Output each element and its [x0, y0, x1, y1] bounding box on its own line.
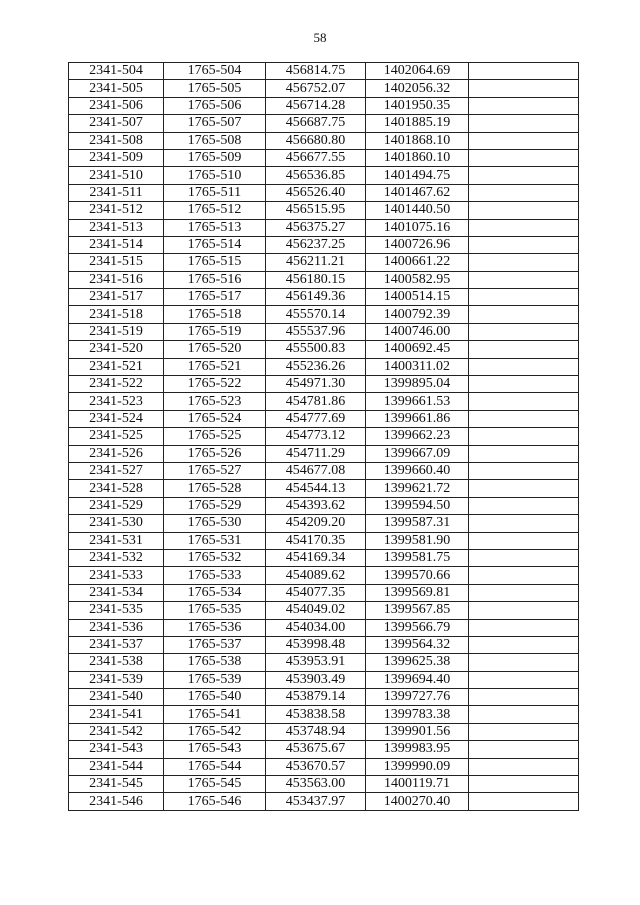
- x-coordinate-cell: 453998.48: [266, 636, 366, 653]
- point-ref-cell: 1765-522: [164, 376, 266, 393]
- point-id-cell: 2341-524: [69, 410, 164, 427]
- point-id-cell: 2341-531: [69, 532, 164, 549]
- empty-cell: [469, 428, 579, 445]
- point-ref-cell: 1765-526: [164, 445, 266, 462]
- point-ref-cell: 1765-506: [164, 97, 266, 114]
- y-coordinate-cell: 1401494.75: [366, 167, 469, 184]
- y-coordinate-cell: 1400582.95: [366, 271, 469, 288]
- point-ref-cell: 1765-509: [164, 149, 266, 166]
- table-row: [69, 497, 579, 514]
- point-ref-cell: 1765-545: [164, 776, 266, 793]
- y-coordinate-cell: 1399581.75: [366, 549, 469, 566]
- point-ref-cell: 1765-511: [164, 184, 266, 201]
- point-ref-cell: 1765-515: [164, 254, 266, 271]
- x-coordinate-cell: 454034.00: [266, 619, 366, 636]
- table-row: [69, 132, 579, 149]
- empty-cell: [469, 323, 579, 340]
- y-coordinate-cell: 1399783.38: [366, 706, 469, 723]
- point-ref-cell: 1765-541: [164, 706, 266, 723]
- point-id-cell: 2341-540: [69, 689, 164, 706]
- x-coordinate-cell: 456536.85: [266, 167, 366, 184]
- y-coordinate-cell: 1399983.95: [366, 741, 469, 758]
- point-id-cell: 2341-506: [69, 97, 164, 114]
- point-id-cell: 2341-518: [69, 306, 164, 323]
- y-coordinate-cell: 1399581.90: [366, 532, 469, 549]
- y-coordinate-cell: 1399727.76: [366, 689, 469, 706]
- table-row: [69, 393, 579, 410]
- x-coordinate-cell: 454209.20: [266, 515, 366, 532]
- empty-cell: [469, 376, 579, 393]
- point-ref-cell: 1765-535: [164, 602, 266, 619]
- point-id-cell: 2341-545: [69, 776, 164, 793]
- point-id-cell: 2341-522: [69, 376, 164, 393]
- table-row: [69, 219, 579, 236]
- y-coordinate-cell: 1399625.38: [366, 654, 469, 671]
- empty-cell: [469, 80, 579, 97]
- y-coordinate-cell: 1399661.86: [366, 410, 469, 427]
- table-row: [69, 428, 579, 445]
- point-id-cell: 2341-525: [69, 428, 164, 445]
- y-coordinate-cell: 1401868.10: [366, 132, 469, 149]
- empty-cell: [469, 393, 579, 410]
- x-coordinate-cell: 453879.14: [266, 689, 366, 706]
- x-coordinate-cell: 456814.75: [266, 63, 366, 80]
- table-row: [69, 515, 579, 532]
- point-ref-cell: 1765-512: [164, 202, 266, 219]
- y-coordinate-cell: 1400311.02: [366, 358, 469, 375]
- y-coordinate-cell: 1399895.04: [366, 376, 469, 393]
- point-id-cell: 2341-515: [69, 254, 164, 271]
- x-coordinate-cell: 453563.00: [266, 776, 366, 793]
- table-row: [69, 80, 579, 97]
- x-coordinate-cell: 454393.62: [266, 497, 366, 514]
- empty-cell: [469, 793, 579, 810]
- y-coordinate-cell: 1402056.32: [366, 80, 469, 97]
- empty-cell: [469, 776, 579, 793]
- point-id-cell: 2341-517: [69, 289, 164, 306]
- table-row: [69, 323, 579, 340]
- point-id-cell: 2341-509: [69, 149, 164, 166]
- point-ref-cell: 1765-513: [164, 219, 266, 236]
- y-coordinate-cell: 1399990.09: [366, 758, 469, 775]
- point-id-cell: 2341-546: [69, 793, 164, 810]
- point-id-cell: 2341-534: [69, 584, 164, 601]
- x-coordinate-cell: 453437.97: [266, 793, 366, 810]
- y-coordinate-cell: 1399661.53: [366, 393, 469, 410]
- x-coordinate-cell: 453838.58: [266, 706, 366, 723]
- empty-cell: [469, 515, 579, 532]
- y-coordinate-cell: 1399660.40: [366, 462, 469, 479]
- empty-cell: [469, 132, 579, 149]
- empty-cell: [469, 497, 579, 514]
- point-id-cell: 2341-538: [69, 654, 164, 671]
- y-coordinate-cell: 1399564.32: [366, 636, 469, 653]
- x-coordinate-cell: 453748.94: [266, 723, 366, 740]
- point-ref-cell: 1765-544: [164, 758, 266, 775]
- empty-cell: [469, 689, 579, 706]
- x-coordinate-cell: 454711.29: [266, 445, 366, 462]
- point-ref-cell: 1765-520: [164, 341, 266, 358]
- point-id-cell: 2341-523: [69, 393, 164, 410]
- point-id-cell: 2341-533: [69, 567, 164, 584]
- point-ref-cell: 1765-524: [164, 410, 266, 427]
- empty-cell: [469, 254, 579, 271]
- x-coordinate-cell: 455537.96: [266, 323, 366, 340]
- empty-cell: [469, 115, 579, 132]
- empty-cell: [469, 149, 579, 166]
- x-coordinate-cell: 454773.12: [266, 428, 366, 445]
- empty-cell: [469, 358, 579, 375]
- y-coordinate-cell: 1399569.81: [366, 584, 469, 601]
- table-row: [69, 410, 579, 427]
- point-id-cell: 2341-504: [69, 63, 164, 80]
- point-ref-cell: 1765-533: [164, 567, 266, 584]
- table-row: [69, 271, 579, 288]
- x-coordinate-cell: 453675.67: [266, 741, 366, 758]
- point-id-cell: 2341-507: [69, 115, 164, 132]
- y-coordinate-cell: 1400792.39: [366, 306, 469, 323]
- point-ref-cell: 1765-519: [164, 323, 266, 340]
- x-coordinate-cell: 456149.36: [266, 289, 366, 306]
- x-coordinate-cell: 454089.62: [266, 567, 366, 584]
- point-id-cell: 2341-527: [69, 462, 164, 479]
- point-id-cell: 2341-537: [69, 636, 164, 653]
- point-id-cell: 2341-519: [69, 323, 164, 340]
- empty-cell: [469, 671, 579, 688]
- point-id-cell: 2341-526: [69, 445, 164, 462]
- table-row: [69, 358, 579, 375]
- empty-cell: [469, 706, 579, 723]
- table-row: [69, 445, 579, 462]
- table-row: [69, 341, 579, 358]
- x-coordinate-cell: 454777.69: [266, 410, 366, 427]
- table-row: [69, 793, 579, 810]
- point-id-cell: 2341-505: [69, 80, 164, 97]
- empty-cell: [469, 97, 579, 114]
- x-coordinate-cell: 455500.83: [266, 341, 366, 358]
- y-coordinate-cell: 1400746.00: [366, 323, 469, 340]
- y-coordinate-cell: 1399694.40: [366, 671, 469, 688]
- point-ref-cell: 1765-546: [164, 793, 266, 810]
- empty-cell: [469, 602, 579, 619]
- x-coordinate-cell: 456237.25: [266, 236, 366, 253]
- y-coordinate-cell: 1401885.19: [366, 115, 469, 132]
- table-row: [69, 654, 579, 671]
- x-coordinate-cell: 456714.28: [266, 97, 366, 114]
- table-row: [69, 149, 579, 166]
- empty-cell: [469, 758, 579, 775]
- y-coordinate-cell: 1399901.56: [366, 723, 469, 740]
- empty-cell: [469, 202, 579, 219]
- empty-cell: [469, 306, 579, 323]
- point-id-cell: 2341-513: [69, 219, 164, 236]
- y-coordinate-cell: 1401075.16: [366, 219, 469, 236]
- table-row: [69, 480, 579, 497]
- point-ref-cell: 1765-528: [164, 480, 266, 497]
- x-coordinate-cell: 453670.57: [266, 758, 366, 775]
- point-ref-cell: 1765-510: [164, 167, 266, 184]
- point-ref-cell: 1765-539: [164, 671, 266, 688]
- y-coordinate-cell: 1400726.96: [366, 236, 469, 253]
- point-ref-cell: 1765-527: [164, 462, 266, 479]
- empty-cell: [469, 63, 579, 80]
- empty-cell: [469, 184, 579, 201]
- y-coordinate-cell: 1399570.66: [366, 567, 469, 584]
- x-coordinate-cell: 456515.95: [266, 202, 366, 219]
- x-coordinate-cell: 456677.55: [266, 149, 366, 166]
- y-coordinate-cell: 1399667.09: [366, 445, 469, 462]
- empty-cell: [469, 567, 579, 584]
- empty-cell: [469, 271, 579, 288]
- y-coordinate-cell: 1400661.22: [366, 254, 469, 271]
- x-coordinate-cell: 454077.35: [266, 584, 366, 601]
- table-row: [69, 254, 579, 271]
- x-coordinate-cell: 456752.07: [266, 80, 366, 97]
- point-ref-cell: 1765-542: [164, 723, 266, 740]
- table-row: [69, 584, 579, 601]
- point-id-cell: 2341-516: [69, 271, 164, 288]
- x-coordinate-cell: 454169.34: [266, 549, 366, 566]
- table-row: [69, 619, 579, 636]
- empty-cell: [469, 741, 579, 758]
- y-coordinate-cell: 1400692.45: [366, 341, 469, 358]
- coordinates-table-container: [68, 62, 579, 811]
- table-row: [69, 202, 579, 219]
- table-row: [69, 63, 579, 80]
- point-ref-cell: 1765-517: [164, 289, 266, 306]
- point-ref-cell: 1765-505: [164, 80, 266, 97]
- point-id-cell: 2341-510: [69, 167, 164, 184]
- x-coordinate-cell: 454971.30: [266, 376, 366, 393]
- table-row: [69, 758, 579, 775]
- x-coordinate-cell: 453903.49: [266, 671, 366, 688]
- page-number: 58: [313, 30, 327, 45]
- table-row: [69, 723, 579, 740]
- y-coordinate-cell: 1402064.69: [366, 63, 469, 80]
- point-ref-cell: 1765-518: [164, 306, 266, 323]
- empty-cell: [469, 619, 579, 636]
- point-ref-cell: 1765-504: [164, 63, 266, 80]
- point-id-cell: 2341-542: [69, 723, 164, 740]
- empty-cell: [469, 636, 579, 653]
- table-row: [69, 741, 579, 758]
- table-row: [69, 97, 579, 114]
- y-coordinate-cell: 1399594.50: [366, 497, 469, 514]
- point-ref-cell: 1765-530: [164, 515, 266, 532]
- empty-cell: [469, 219, 579, 236]
- point-ref-cell: 1765-543: [164, 741, 266, 758]
- empty-cell: [469, 236, 579, 253]
- x-coordinate-cell: 454049.02: [266, 602, 366, 619]
- table-row: [69, 462, 579, 479]
- table-row: [69, 776, 579, 793]
- x-coordinate-cell: 455236.26: [266, 358, 366, 375]
- empty-cell: [469, 584, 579, 601]
- y-coordinate-cell: 1401950.35: [366, 97, 469, 114]
- point-ref-cell: 1765-529: [164, 497, 266, 514]
- x-coordinate-cell: 454781.86: [266, 393, 366, 410]
- x-coordinate-cell: 456687.75: [266, 115, 366, 132]
- empty-cell: [469, 723, 579, 740]
- point-id-cell: 2341-544: [69, 758, 164, 775]
- y-coordinate-cell: 1399587.31: [366, 515, 469, 532]
- y-coordinate-cell: 1399621.72: [366, 480, 469, 497]
- empty-cell: [469, 654, 579, 671]
- point-ref-cell: 1765-540: [164, 689, 266, 706]
- point-ref-cell: 1765-507: [164, 115, 266, 132]
- coordinates-table-body: [69, 63, 579, 811]
- table-row: [69, 689, 579, 706]
- x-coordinate-cell: 456180.15: [266, 271, 366, 288]
- point-id-cell: 2341-535: [69, 602, 164, 619]
- point-id-cell: 2341-541: [69, 706, 164, 723]
- table-row: [69, 671, 579, 688]
- y-coordinate-cell: 1401467.62: [366, 184, 469, 201]
- x-coordinate-cell: 454677.08: [266, 462, 366, 479]
- point-ref-cell: 1765-516: [164, 271, 266, 288]
- point-id-cell: 2341-521: [69, 358, 164, 375]
- point-ref-cell: 1765-532: [164, 549, 266, 566]
- table-row: [69, 376, 579, 393]
- point-id-cell: 2341-514: [69, 236, 164, 253]
- point-ref-cell: 1765-537: [164, 636, 266, 653]
- table-row: [69, 115, 579, 132]
- point-id-cell: 2341-539: [69, 671, 164, 688]
- table-row: [69, 167, 579, 184]
- empty-cell: [469, 167, 579, 184]
- table-row: [69, 184, 579, 201]
- empty-cell: [469, 445, 579, 462]
- point-ref-cell: 1765-531: [164, 532, 266, 549]
- point-ref-cell: 1765-536: [164, 619, 266, 636]
- y-coordinate-cell: 1401860.10: [366, 149, 469, 166]
- table-row: [69, 602, 579, 619]
- y-coordinate-cell: 1399662.23: [366, 428, 469, 445]
- empty-cell: [469, 462, 579, 479]
- point-id-cell: 2341-511: [69, 184, 164, 201]
- point-ref-cell: 1765-538: [164, 654, 266, 671]
- point-id-cell: 2341-508: [69, 132, 164, 149]
- point-ref-cell: 1765-508: [164, 132, 266, 149]
- empty-cell: [469, 410, 579, 427]
- point-ref-cell: 1765-534: [164, 584, 266, 601]
- x-coordinate-cell: 454544.13: [266, 480, 366, 497]
- y-coordinate-cell: 1400514.15: [366, 289, 469, 306]
- y-coordinate-cell: 1401440.50: [366, 202, 469, 219]
- point-ref-cell: 1765-514: [164, 236, 266, 253]
- table-row: [69, 236, 579, 253]
- point-ref-cell: 1765-523: [164, 393, 266, 410]
- table-row: [69, 636, 579, 653]
- x-coordinate-cell: 456680.80: [266, 132, 366, 149]
- point-ref-cell: 1765-525: [164, 428, 266, 445]
- x-coordinate-cell: 455570.14: [266, 306, 366, 323]
- y-coordinate-cell: 1399566.79: [366, 619, 469, 636]
- point-id-cell: 2341-543: [69, 741, 164, 758]
- point-id-cell: 2341-528: [69, 480, 164, 497]
- y-coordinate-cell: 1399567.85: [366, 602, 469, 619]
- coordinates-table: [68, 62, 579, 811]
- x-coordinate-cell: 456375.27: [266, 219, 366, 236]
- empty-cell: [469, 532, 579, 549]
- point-id-cell: 2341-530: [69, 515, 164, 532]
- table-row: [69, 567, 579, 584]
- table-row: [69, 706, 579, 723]
- point-id-cell: 2341-536: [69, 619, 164, 636]
- empty-cell: [469, 289, 579, 306]
- y-coordinate-cell: 1400119.71: [366, 776, 469, 793]
- table-row: [69, 306, 579, 323]
- table-row: [69, 289, 579, 306]
- x-coordinate-cell: 456211.21: [266, 254, 366, 271]
- x-coordinate-cell: 454170.35: [266, 532, 366, 549]
- point-id-cell: 2341-532: [69, 549, 164, 566]
- table-row: [69, 549, 579, 566]
- point-ref-cell: 1765-521: [164, 358, 266, 375]
- point-id-cell: 2341-520: [69, 341, 164, 358]
- empty-cell: [469, 480, 579, 497]
- point-id-cell: 2341-529: [69, 497, 164, 514]
- x-coordinate-cell: 453953.91: [266, 654, 366, 671]
- empty-cell: [469, 549, 579, 566]
- table-row: [69, 532, 579, 549]
- x-coordinate-cell: 456526.40: [266, 184, 366, 201]
- y-coordinate-cell: 1400270.40: [366, 793, 469, 810]
- empty-cell: [469, 341, 579, 358]
- point-id-cell: 2341-512: [69, 202, 164, 219]
